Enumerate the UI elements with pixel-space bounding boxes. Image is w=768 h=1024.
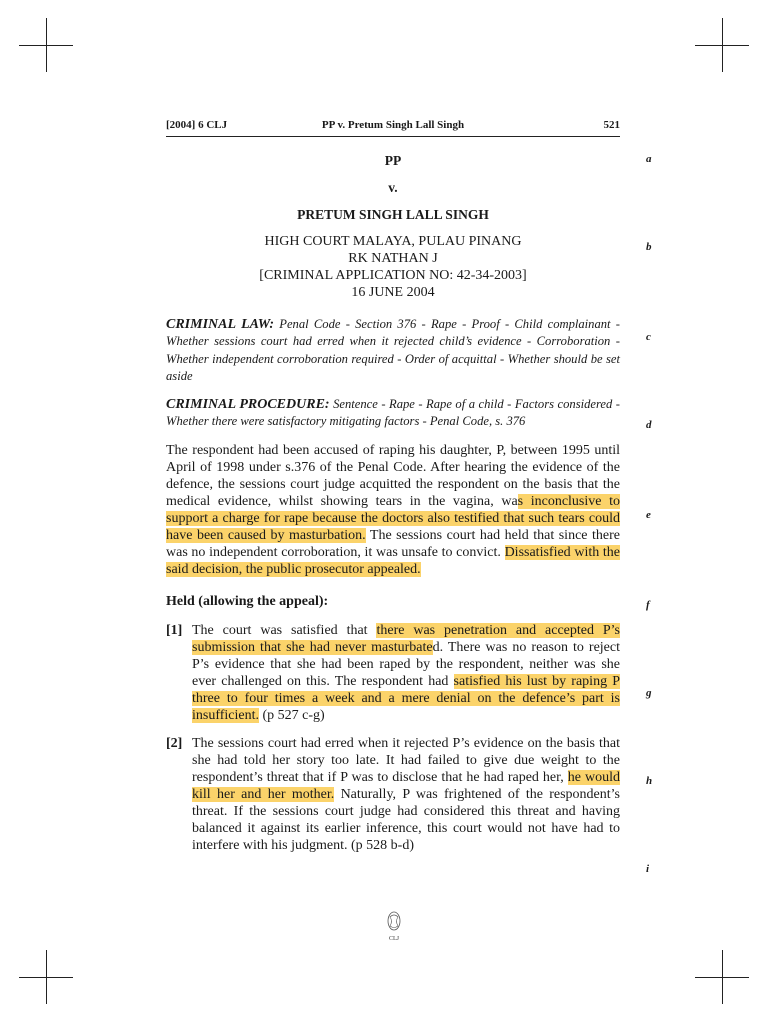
catchword-text: Penal Code - Section 376 - Rape - Proof - Child complainant - Whether sessions court had erred when it rejected child’s evidence - Corroboration - Whether independent corroboration required - Order of acquittal - Whether should be set aside	[166, 317, 620, 383]
judge-name: RK NATHAN J	[348, 251, 438, 266]
item-number: [1]	[166, 622, 183, 638]
margin-letter: e	[646, 509, 651, 521]
catchword-heading: CRIMINAL PROCEDURE:	[166, 397, 330, 413]
held-item	[166, 735, 620, 854]
margin-letter: c	[646, 331, 651, 343]
item-text: d. There was no reason to reject P’s evidence that she had been raped by the respondent, neither was she ever challenged on this. The respondent had	[192, 639, 620, 689]
margin-letter: i	[646, 863, 650, 875]
item-text: (p 527 c-g)	[259, 707, 325, 723]
facts-text: The respondent had been accused of raping his daughter, P, between 1995 until April of 1998 under s.376 of the Penal Code. After hearing the evidence of the defence, the sessions court judge acquitted the respondent on the basis that the medical evidence, whilst showing tears in the vagina, wa	[166, 442, 620, 509]
crop-mark	[46, 950, 47, 1004]
catchword-heading: CRIMINAL LAW:	[166, 317, 275, 332]
margin-letter: g	[646, 687, 652, 699]
facts-paragraph	[166, 442, 620, 578]
margin-letter: a	[646, 153, 652, 165]
party-2: PRETUM SINGH LALL SINGH	[297, 207, 489, 222]
crop-mark	[722, 18, 723, 72]
held-heading: Held (allowing the appeal):	[166, 593, 329, 609]
item-text: Naturally, P was frightened of the respondent’s threat. If the sessions court judge had considered this threat and having balanced it against its earlier inference, this court would not have had to interfere with his judgment. (p 528 b-d)	[192, 786, 620, 853]
catchwords-criminal-procedure	[166, 396, 620, 431]
highlight: satisfied his lust by raping P three to four times a week and a mere denial on the defence’s part is insufficient.	[192, 673, 620, 723]
item-number: [2]	[166, 735, 183, 751]
margin-letter: d	[646, 419, 652, 431]
citation: [2004] 6 CLJ	[166, 119, 228, 131]
court-details	[166, 233, 620, 301]
clj-logo-icon	[382, 909, 406, 943]
facts-text: The sessions court had held that since there was no independent corroboration, it was unsafe to convict.	[166, 527, 621, 560]
clj-logo	[382, 909, 406, 943]
highlight: s inconclusive to support a charge for rape because the doctors also testified that such tears could have been caused by masturbation.	[166, 493, 620, 543]
highlight: Dissatisfied with the said decision, the public prosecutor appealed.	[166, 544, 620, 577]
court-name: HIGH COURT MALAYA, PULAU PINANG	[264, 234, 522, 249]
margin-letter: f	[646, 599, 650, 611]
margin-letter: h	[646, 775, 653, 787]
crop-mark	[46, 18, 47, 72]
crop-mark	[722, 950, 723, 1004]
logo-text: CLJ	[388, 936, 400, 942]
item-text: The court was satisfied that	[192, 622, 377, 638]
page-number: 521	[603, 119, 620, 131]
decision-date: 16 JUNE 2004	[351, 285, 435, 300]
party-1: PP	[384, 153, 402, 168]
versus: v.	[388, 180, 398, 195]
catchwords-criminal-law	[166, 316, 620, 385]
running-case-name: PP v. Pretum Singh Lall Singh	[321, 119, 465, 131]
application-number: [CRIMINAL APPLICATION NO: 42-34-2003]	[259, 268, 527, 283]
item-text: The sessions court had erred when it rejected P’s evidence on the basis that she had told her story too late. It had failed to give due weight to the respondent’s threat that if P was to disclose that he had raped her,	[192, 735, 620, 785]
highlight: he would kill her and her mother.	[192, 769, 620, 802]
highlight: there was penetration and accepted P’s submission that she had never masturbate	[192, 622, 620, 655]
page-body	[166, 150, 620, 854]
header-rule	[166, 136, 620, 137]
catchword-text: Sentence - Rape - Rape of a child - Factors considered - Whether there were satisfactory mitigating factors - Penal Code, s. 376	[166, 397, 620, 429]
margin-letter: b	[646, 241, 652, 253]
held-item	[166, 622, 620, 724]
